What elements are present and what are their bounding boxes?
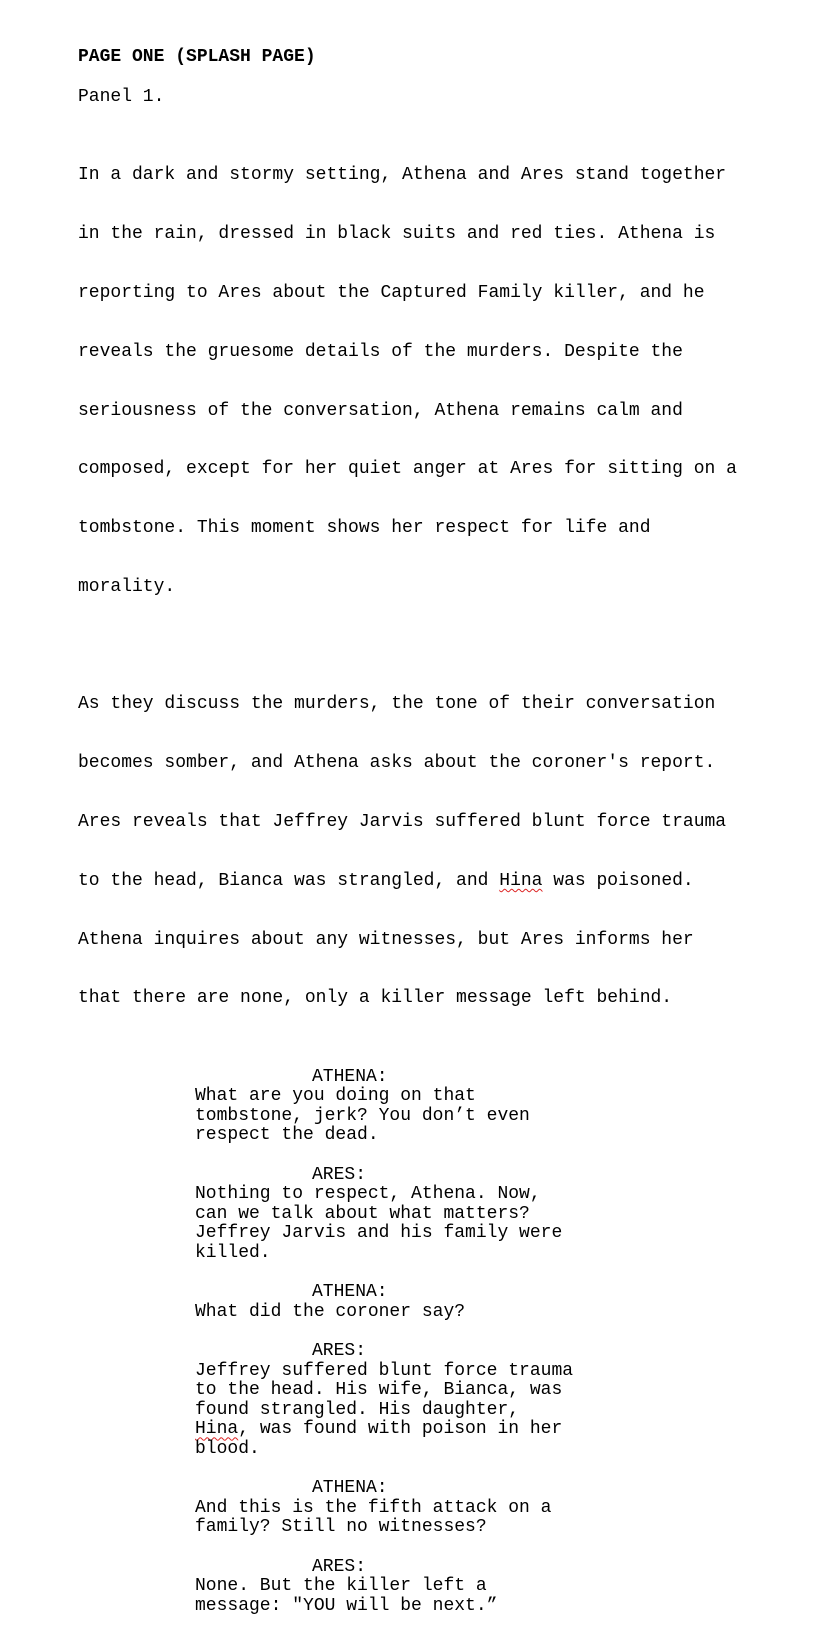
page-heading: PAGE ONE (SPLASH PAGE) bbox=[78, 47, 316, 67]
dialogue-block bbox=[195, 1479, 635, 1538]
dialogue-block bbox=[195, 1342, 635, 1460]
paragraph-line: seriousness of the conversation, Athena remains calm and bbox=[78, 400, 683, 421]
paragraph-line-start: to the head, Bianca was strangled, and bbox=[78, 870, 500, 891]
character-name: ATHENA: bbox=[312, 1478, 388, 1499]
dialogue-block bbox=[195, 1166, 635, 1264]
dialogue-line: tombstone, jerk? You don’t even bbox=[195, 1105, 530, 1126]
dialogue-line: None. But the killer left a bbox=[195, 1576, 487, 1597]
description-paragraph bbox=[78, 127, 798, 636]
dialogue-line: found strangled. His daughter, bbox=[195, 1399, 520, 1420]
dialogue-block bbox=[195, 1283, 635, 1322]
paragraph-line-end: was poisoned. bbox=[542, 870, 694, 891]
dialogue-line: What did the coroner say? bbox=[195, 1301, 466, 1322]
dialogue-block bbox=[195, 1068, 635, 1146]
dialogue-line: Jeffrey Jarvis and his family were bbox=[195, 1223, 563, 1244]
script-page bbox=[78, 48, 798, 1636]
character-name: ATHENA: bbox=[312, 1282, 388, 1303]
dialogue-line: Jeffrey suffered blunt force trauma bbox=[195, 1360, 574, 1381]
dialogue-line: Nothing to respect, Athena. Now, bbox=[195, 1184, 541, 1205]
paragraph-line: reporting to Ares about the Captured Family killer, and he bbox=[78, 282, 705, 303]
paragraph-line: As they discuss the murders, the tone of their conversation bbox=[78, 694, 716, 715]
dialogue-line: message: "YOU will be next.” bbox=[195, 1595, 498, 1616]
paragraph-line: reveals the gruesome details of the murders. Despite the bbox=[78, 341, 683, 362]
character-name: ARES: bbox=[312, 1556, 367, 1577]
dialogue-line: What are you doing on that bbox=[195, 1086, 476, 1107]
dialogue-line bbox=[195, 1420, 635, 1440]
dialogue-line: And this is the fifth attack on a bbox=[195, 1497, 552, 1518]
character-name: ARES: bbox=[312, 1341, 367, 1361]
paragraph-line: that there are none, only a killer message left behind. bbox=[78, 988, 673, 1009]
dialogue-block bbox=[195, 1558, 635, 1617]
dialogue-line: respect the dead. bbox=[195, 1125, 379, 1146]
dialogue-line: family? Still no witnesses? bbox=[195, 1517, 487, 1538]
spellcheck-flagged-word[interactable]: Hina bbox=[499, 870, 543, 891]
panel-label: Panel 1. bbox=[78, 86, 165, 107]
spellcheck-flagged-word[interactable]: Hina bbox=[195, 1419, 239, 1440]
dialogue-line: can we talk about what matters? bbox=[195, 1203, 530, 1224]
paragraph-line: composed, except for her quiet anger at Ares for sitting on a bbox=[78, 459, 737, 480]
paragraph-line: tombstone. This moment shows her respect for life and bbox=[78, 518, 651, 539]
paragraph-line: morality. bbox=[78, 576, 176, 597]
paragraph-line bbox=[78, 872, 798, 892]
dialogue-line-end: , was found with poison in her bbox=[238, 1419, 563, 1440]
dialogue-line: to the head. His wife, Bianca, was bbox=[195, 1380, 563, 1401]
paragraph-line: in the rain, dressed in black suits and red ties. Athena is bbox=[78, 224, 716, 245]
dialogue-line: killed. bbox=[195, 1243, 271, 1264]
paragraph-line: Ares reveals that Jeffrey Jarvis suffered blunt force trauma bbox=[78, 811, 727, 832]
paragraph-line: In a dark and stormy setting, Athena and Ares stand together bbox=[78, 165, 727, 186]
dialogue-line: blood. bbox=[195, 1438, 260, 1459]
paragraph-line: Athena inquires about any witnesses, but Ares informs her bbox=[78, 929, 694, 950]
description-paragraph bbox=[78, 656, 798, 1048]
character-name: ARES: bbox=[312, 1164, 367, 1185]
character-name: ATHENA: bbox=[312, 1066, 388, 1087]
paragraph-line: becomes somber, and Athena asks about the coroner's report. bbox=[78, 753, 716, 774]
